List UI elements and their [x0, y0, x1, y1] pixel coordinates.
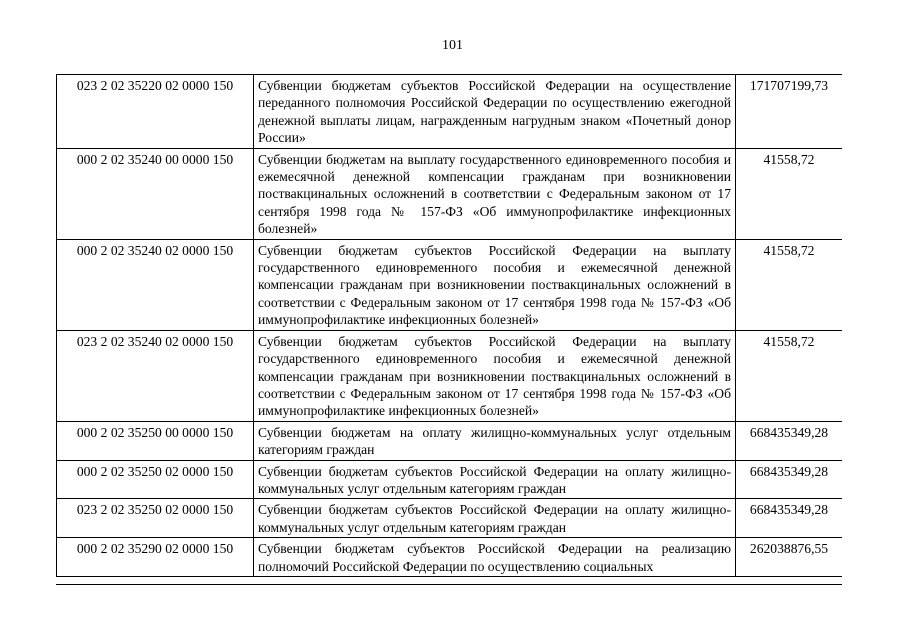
- budget-code: 023 2 02 35250 02 0000 150: [57, 499, 254, 538]
- table-row: [57, 330, 843, 421]
- budget-amount: 262038876,55: [736, 538, 843, 577]
- budget-amount: 41558,72: [736, 330, 843, 421]
- budget-table-container: [56, 74, 842, 585]
- budget-item-name: Субвенции бюджетам субъектов Российской Федерации на выплату государственного единовременного пособия и ежемесячной денежной компенсации гражданам при возникновении поствакцинальных осложнений в соответствии с Федеральным законом от 17 сентября 1998 года № 157-ФЗ «Об иммунопрофилактике инфекционных болезней»: [254, 239, 736, 330]
- budget-item-name: Субвенции бюджетам субъектов Российской Федерации на оплату жилищно-коммунальных услуг отдельным категориям граждан: [254, 460, 736, 499]
- budget-item-name: Субвенции бюджетам субъектов Российской Федерации на осуществление переданного полномочия Российской Федерации по осуществлению ежегодной денежной выплаты лицам, награжденным нагрудным знаком «Почетный донор России»: [254, 75, 736, 149]
- budget-code: 023 2 02 35220 02 0000 150: [57, 75, 254, 149]
- budget-item-name: Субвенции бюджетам субъектов Российской Федерации на реализацию полномочий Российской Федерации по осуществлению социальных: [254, 538, 736, 577]
- budget-code: 023 2 02 35240 02 0000 150: [57, 330, 254, 421]
- budget-code: 000 2 02 35250 00 0000 150: [57, 421, 254, 460]
- budget-amount: 41558,72: [736, 239, 843, 330]
- table-row: [57, 148, 843, 239]
- table-row: [57, 538, 843, 577]
- budget-table: [56, 74, 842, 577]
- budget-code: 000 2 02 35240 02 0000 150: [57, 239, 254, 330]
- table-row: [57, 499, 843, 538]
- table-row: [57, 421, 843, 460]
- budget-amount: 668435349,28: [736, 499, 843, 538]
- budget-amount: 171707199,73: [736, 75, 843, 149]
- budget-code: 000 2 02 35250 02 0000 150: [57, 460, 254, 499]
- budget-item-name: Субвенции бюджетам на оплату жилищно-коммунальных услуг отдельным категориям граждан: [254, 421, 736, 460]
- budget-amount: 668435349,28: [736, 421, 843, 460]
- page-number: 101: [442, 38, 463, 53]
- budget-item-name: Субвенции бюджетам на выплату государственного единовременного пособия и ежемесячной денежной компенсации гражданам при возникновении поствакцинальных осложнений в соответствии с Федеральным законом от 17 сентября 1998 года № 157-ФЗ «Об иммунопрофилактике инфекционных болезней»: [254, 148, 736, 239]
- budget-amount: 41558,72: [736, 148, 843, 239]
- budget-item-name: Субвенции бюджетам субъектов Российской Федерации на оплату жилищно-коммунальных услуг отдельным категориям граждан: [254, 499, 736, 538]
- budget-code: 000 2 02 35290 02 0000 150: [57, 538, 254, 577]
- table-row: [57, 75, 843, 149]
- table-row: [57, 239, 843, 330]
- budget-amount: 668435349,28: [736, 460, 843, 499]
- budget-item-name: Субвенции бюджетам субъектов Российской Федерации на выплату государственного единовременного пособия и ежемесячной денежной компенсации гражданам при возникновении поствакцинальных осложнений в соответствии с Федеральным законом от 17 сентября 1998 года № 157-ФЗ «Об иммунопрофилактике инфекционных болезней»: [254, 330, 736, 421]
- budget-code: 000 2 02 35240 00 0000 150: [57, 148, 254, 239]
- table-row: [57, 460, 843, 499]
